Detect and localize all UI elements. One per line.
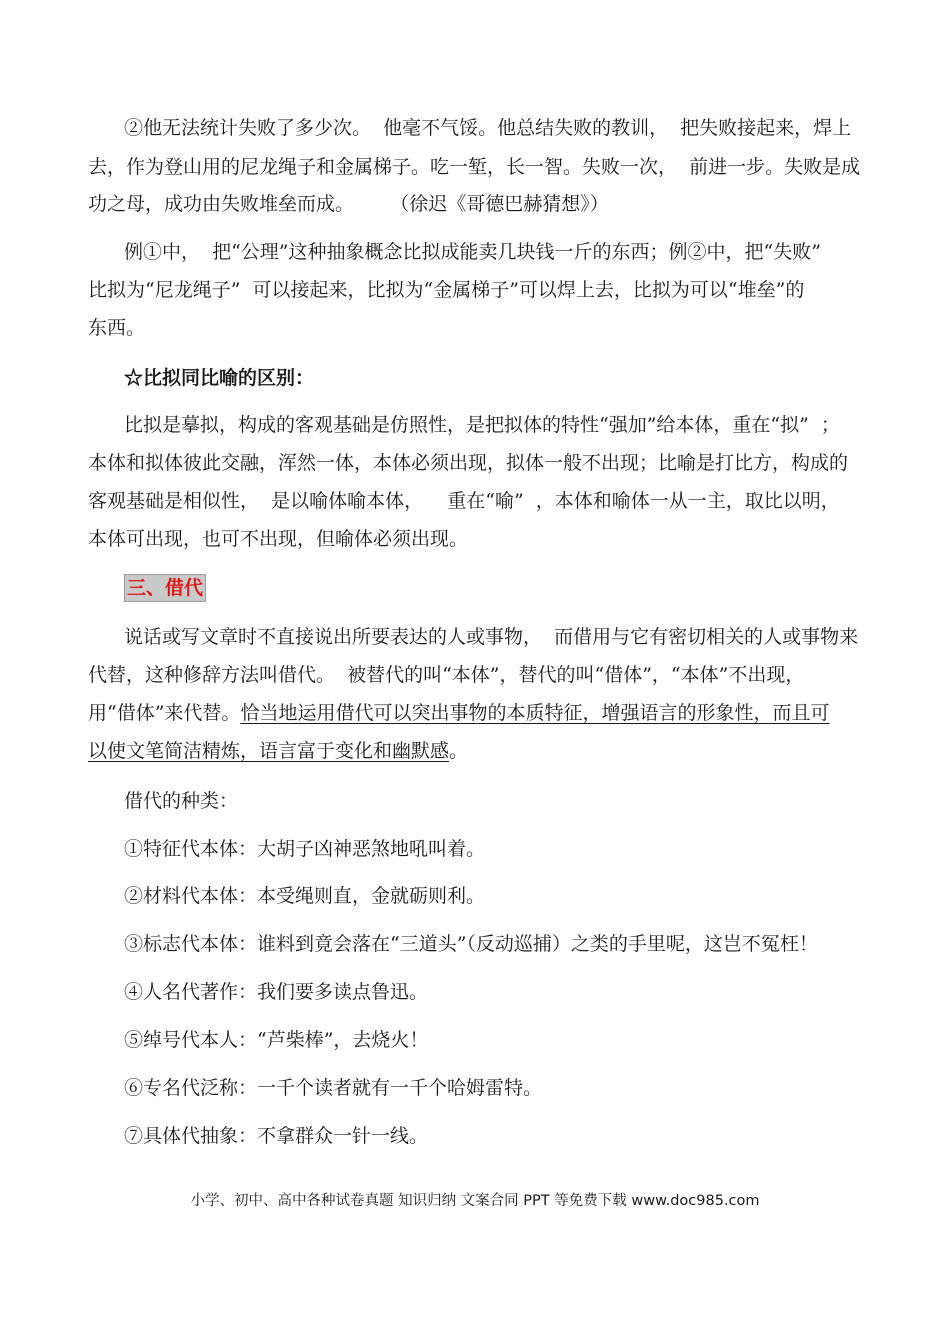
para2-line1: 例①中， 把“公理”这种抽象概念比拟成能卖几块钱一斤的东西；例②中，把“失败” bbox=[124, 241, 821, 263]
type-item: ③标志代本体：谁料到竟会落在“三道头”（反动巡捕）之类的手里呢，这岂不冤枉！ bbox=[124, 933, 818, 955]
section-title: 三、借代 bbox=[124, 574, 206, 602]
para4-line3-underlined: 恰当地运用借代可以突出事物的本质特征，增强语言的形象性，而且可 bbox=[240, 702, 830, 724]
heading-difference: ☆比拟同比喻的区别： bbox=[124, 367, 315, 389]
para4-line3-plain: 用“借体”来代替。 bbox=[88, 702, 241, 724]
para2-line3: 东西。 bbox=[88, 317, 146, 339]
para3-line4: 本体可出现，也可不出现，但喻体必须出现。 bbox=[88, 528, 469, 550]
para4-line3 bbox=[88, 698, 878, 728]
para4-line4 bbox=[88, 736, 878, 766]
para4-line2: 代替，这种修辞方法叫借代。 被替代的叫“本体”，替代的叫“借体”，“本体”不出现， bbox=[88, 664, 805, 686]
page-footer: 小学、初中、高中各种试卷真题 知识归纳 文案合同 PPT 等免费下载 www.doc985.com bbox=[190, 1193, 760, 1209]
type-item: ⑤绰号代本人：“芦柴棒”，去烧火！ bbox=[124, 1029, 429, 1051]
para3-line1: 比拟是摹拟，构成的客观基础是仿照性，是把拟体的特性“强加”给本体，重在“拟” ； bbox=[124, 414, 840, 436]
type-item: ①特征代本体：大胡子凶神恶煞地吼叫着。 bbox=[124, 838, 486, 860]
para1-line1: ②他无法统计失败了多少次。 他毫不气馁。他总结失败的教训， 把失败接起来，焊上 bbox=[124, 117, 852, 139]
para3-line2: 本体和拟体彼此交融，浑然一体，本体必须出现，拟体一般不出现；比喻是打比方，构成的 bbox=[88, 452, 849, 474]
para3-line3: 客观基础是相似性， 是以喻体喻本体， 重在“喻” ，本体和喻体一从一主，取比以明， bbox=[88, 490, 840, 512]
para4-line4-underlined: 以使文笔简洁精炼，语言富于变化和幽默感 bbox=[88, 740, 450, 762]
para1-line2: 去，作为登山用的尼龙绳子和金属梯子。吃一堑，长一智。失败一次， 前进一步。失败是成 bbox=[88, 156, 861, 178]
para2-line2: 比拟为“尼龙绳子” 可以接起来，比拟为“金属梯子”可以焊上去，比拟为可以“堆垒”的 bbox=[88, 279, 805, 301]
type-item: ⑦具体代抽象：不拿群众一针一线。 bbox=[124, 1125, 429, 1147]
para4-line4-end: 。 bbox=[449, 740, 469, 762]
type-item: ④人名代著作：我们要多读点鲁迅。 bbox=[124, 981, 429, 1003]
para4-line1: 说话或写文章时不直接说出所要表达的人或事物， 而借用与它有密切相关的人或事物来 bbox=[124, 626, 859, 648]
type-item: ②材料代本体：本受绳则直，金就砺则利。 bbox=[124, 885, 486, 907]
types-title: 借代的种类： bbox=[124, 790, 239, 812]
para1-line3: 功之母，成功由失败堆垒而成。 （徐迟《哥德巴赫猜想》） bbox=[88, 193, 609, 215]
type-item: ⑥专名代泛称：一千个读者就有一千个哈姆雷特。 bbox=[124, 1077, 543, 1099]
